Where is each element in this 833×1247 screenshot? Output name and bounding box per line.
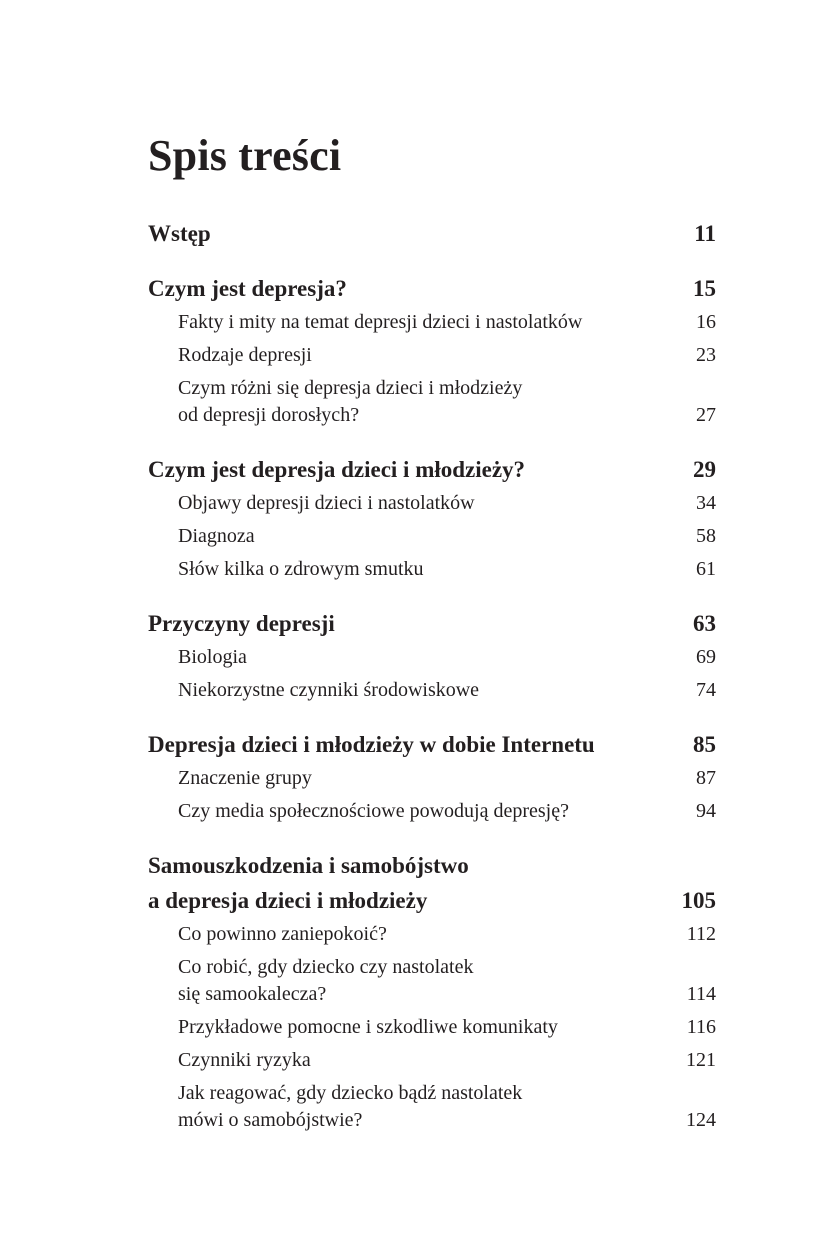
subsection-entry[interactable] [148,1011,716,1044]
chapter-entry[interactable] [148,271,716,306]
subsection-title [178,375,522,429]
subsection-title [178,339,312,372]
chapter-entry[interactable] [148,216,716,251]
subsection-title-line: Znaczenie grupy [178,767,312,789]
chapter-title [148,848,670,918]
subsection-title-line: Co powinno zaniepokoić? [178,923,387,945]
subsection-title-line: się samookalecza? [178,983,327,1005]
subsection-title [178,954,473,1008]
subsection-title-line: Objawy depresji dzieci i nastolatków [178,492,475,514]
chapter-title-line: Depresja dzieci i młodzieży w dobie Internetu [148,732,595,757]
subsection-title [178,1044,311,1077]
subsection-entry[interactable] [148,372,716,432]
subsection-page-number: 23 [696,344,716,366]
subsection-page-number: 121 [686,1049,716,1071]
subsection-title-line: Czynniki ryzyka [178,1049,311,1071]
chapter-entry[interactable] [148,606,716,641]
subsection-title [178,674,479,707]
subsection-title-line: Niekorzystne czynniki środowiskowe [178,679,480,701]
subsection-title-line: Czym różni się depresja dzieci i młodzieży [178,377,523,399]
toc-section [148,216,716,251]
chapter-title-line: Czym jest depresja dzieci i młodzieży? [148,457,526,482]
subsection-title [178,306,582,339]
subsection-title-line: Czy media społecznościowe powodują depresję? [178,800,569,822]
subsection-entry[interactable] [148,553,716,586]
subsection-title-line: Słów kilka o zdrowym smutku [178,558,424,580]
table-of-contents [148,216,716,1157]
subsection-page-number: 74 [696,679,716,701]
chapter-title [148,606,681,641]
subsection-page-number: 87 [696,767,716,789]
chapter-title [148,452,681,487]
subsection-title-line: od depresji dorosłych? [178,404,360,426]
page-title: Spis treści [148,131,342,180]
subsection-title-line: Jak reagować, gdy dziecko bądź nastolatek [178,1082,523,1104]
chapter-title-line: Samouszkodzenia i samobójstwo [148,853,469,878]
chapter-title-line: Czym jest depresja? [148,276,347,301]
subsection-title [178,1011,558,1044]
subsection-page-number: 114 [686,983,716,1005]
subsection-entry[interactable] [148,918,716,951]
subsection-entry[interactable] [148,951,716,1011]
subsection-page-number: 69 [696,646,716,668]
subsection-title-line: Fakty i mity na temat depresji dzieci i nastolatków [178,311,583,333]
subsection-page-number: 58 [696,525,716,547]
toc-section [148,848,716,1137]
subsection-entry[interactable] [148,306,716,339]
subsection-page-number: 34 [696,492,716,514]
subsection-title-line: Biologia [178,646,247,668]
subsection-title-line: Diagnoza [178,525,255,547]
subsection-entry[interactable] [148,795,716,828]
chapter-title-line: Przyczyny depresji [148,611,335,636]
chapter-title-line: Wstęp [148,221,211,246]
chapter-entry[interactable] [148,848,716,918]
chapter-page-number: 105 [681,888,716,913]
subsection-title [178,762,312,795]
subsection-entry[interactable] [148,762,716,795]
subsection-page-number: 112 [686,923,716,945]
chapter-title [148,216,682,251]
chapter-page-number: 63 [693,611,716,636]
toc-section [148,452,716,586]
chapter-entry[interactable] [148,727,716,762]
subsection-title-line: Przykładowe pomocne i szkodliwe komunikaty [178,1016,558,1038]
subsection-title [178,487,475,520]
subsection-title [178,918,387,951]
subsection-entry[interactable] [148,1044,716,1077]
toc-section [148,727,716,828]
subsection-page-number: 116 [686,1016,716,1038]
subsection-title [178,553,424,586]
toc-section [148,606,716,707]
chapter-entry[interactable] [148,452,716,487]
subsection-entry[interactable] [148,641,716,674]
subsection-entry[interactable] [148,674,716,707]
subsection-page-number: 124 [686,1109,716,1131]
subsection-page-number: 16 [696,311,716,333]
subsection-page-number: 94 [696,800,716,822]
subsection-title [178,795,569,828]
chapter-title-line: a depresja dzieci i młodzieży [148,888,428,913]
subsection-title-line: mówi o samobójstwie? [178,1109,363,1131]
subsection-page-number: 61 [696,558,716,580]
subsection-entry[interactable] [148,487,716,520]
subsection-title-line: Rodzaje depresji [178,344,312,366]
toc-section [148,271,716,432]
chapter-page-number: 85 [693,732,716,757]
subsection-entry[interactable] [148,520,716,553]
subsection-title [178,1080,522,1134]
subsection-entry[interactable] [148,339,716,372]
subsection-entry[interactable] [148,1077,716,1137]
chapter-page-number: 29 [693,457,716,482]
chapter-title [148,271,681,306]
chapter-title [148,727,681,762]
chapter-page-number: 11 [694,221,716,246]
subsection-title [178,641,247,674]
subsection-page-number: 27 [696,404,716,426]
chapter-page-number: 15 [693,276,716,301]
subsection-title-line: Co robić, gdy dziecko czy nastolatek [178,956,474,978]
subsection-title [178,520,255,553]
